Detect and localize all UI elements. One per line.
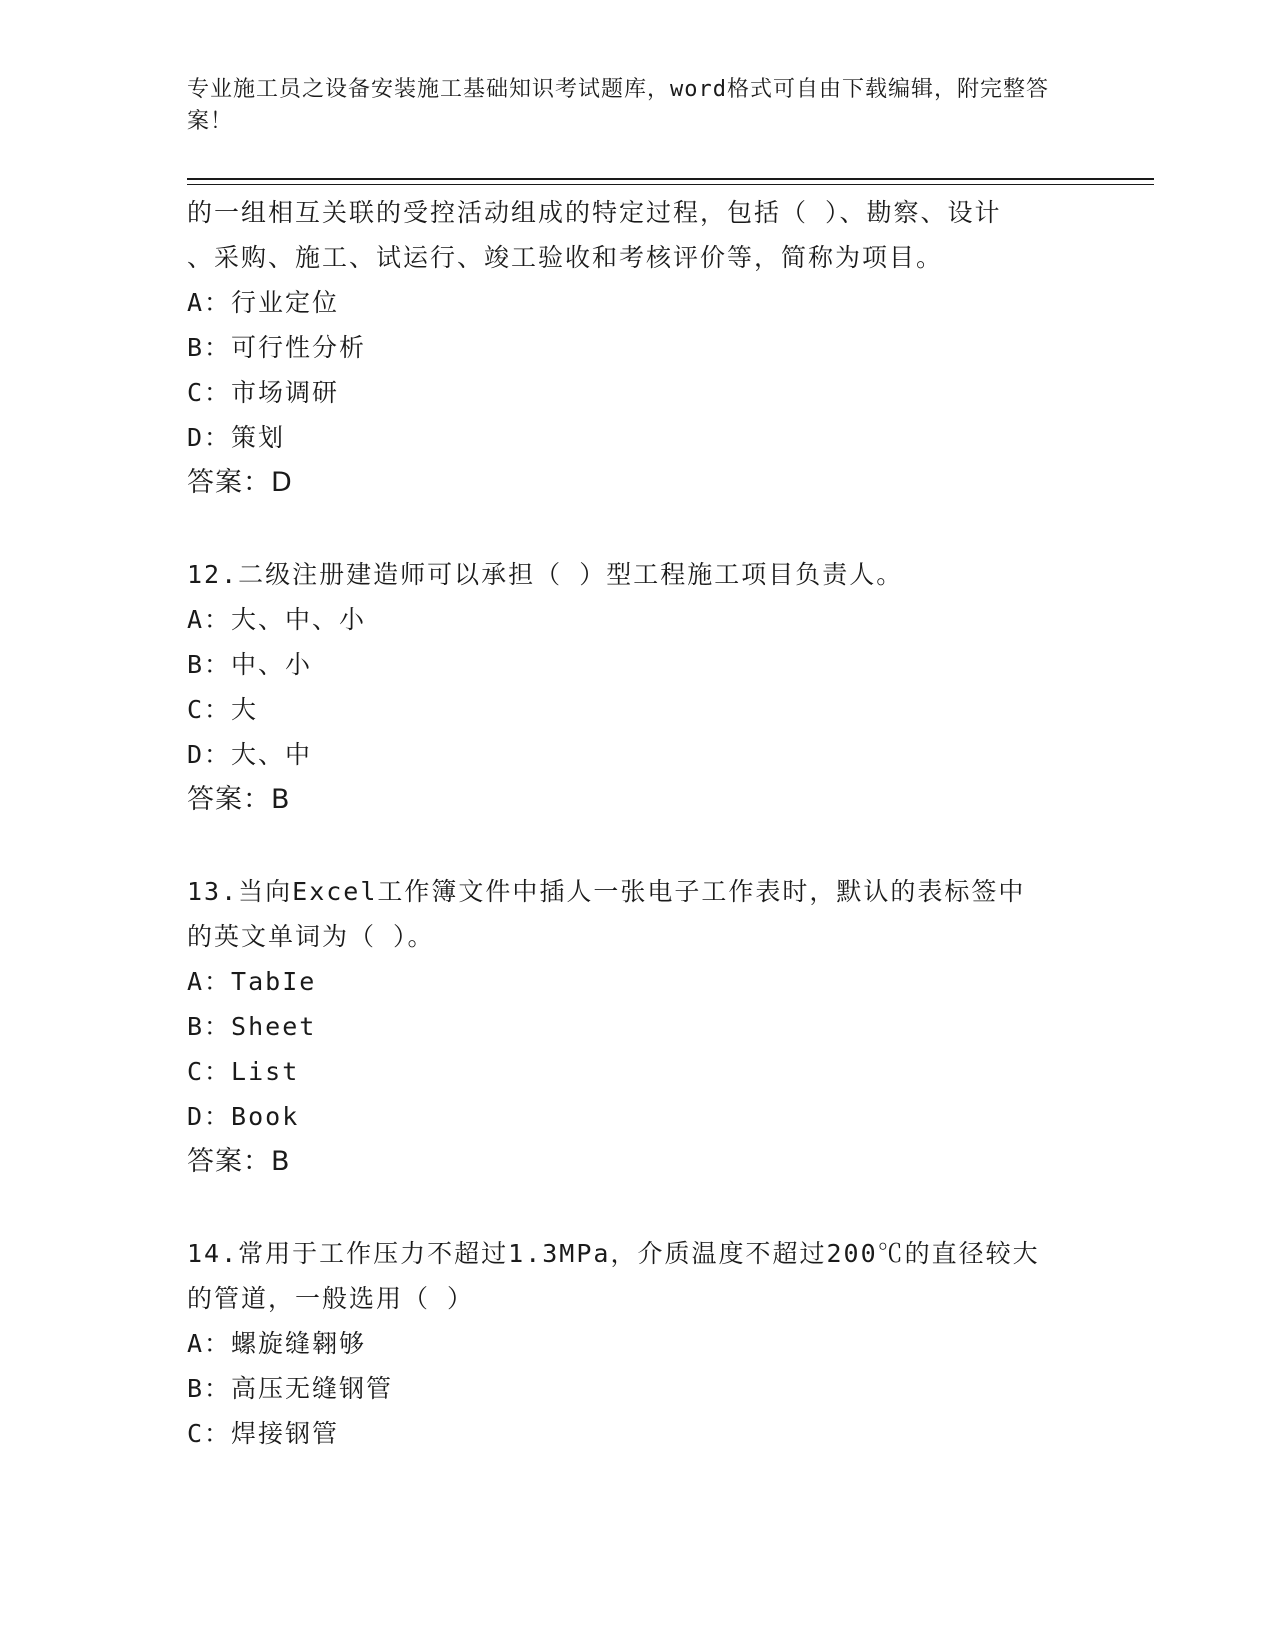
spacer bbox=[187, 822, 1087, 869]
spacer bbox=[187, 1184, 1087, 1231]
question-11 bbox=[187, 190, 1087, 505]
question-stem: 13.当向Excel工作簿文件中插人一张电子工作表时，默认的表标签中 bbox=[187, 877, 1026, 906]
document-header: 专业施工员之设备安装施工基础知识考试题库，word格式可自由下载编辑，附完整答案！ bbox=[187, 77, 1049, 134]
option-b: B：Sheet bbox=[187, 1012, 317, 1041]
question-stem: 12.二级注册建造师可以承担（ ）型工程施工项目负责人。 bbox=[187, 560, 904, 589]
question-13 bbox=[187, 869, 1087, 1184]
option-a: A：TabIe bbox=[187, 967, 317, 996]
option-c: C：大 bbox=[187, 695, 259, 724]
answer-label: 答案：B bbox=[187, 784, 291, 815]
option-c: C：List bbox=[187, 1057, 300, 1086]
question-stem: 的管道，一般选用（ ） bbox=[187, 1284, 475, 1313]
question-14 bbox=[187, 1231, 1087, 1456]
header-divider-thin bbox=[187, 184, 1154, 185]
option-d: D：策划 bbox=[187, 423, 286, 452]
option-a: A：大、中、小 bbox=[187, 605, 367, 634]
option-d: D：Book bbox=[187, 1102, 300, 1131]
answer-label: 答案：B bbox=[187, 1146, 291, 1177]
question-list bbox=[187, 190, 1087, 1456]
option-b: B：中、小 bbox=[187, 650, 313, 679]
question-stem: 的一组相互关联的受控活动组成的特定过程，包括（ ）、勘察、设计 bbox=[187, 198, 1002, 227]
question-12 bbox=[187, 552, 1087, 822]
option-b: B：高压无缝钢管 bbox=[187, 1374, 394, 1403]
option-b: B：可行性分析 bbox=[187, 333, 367, 362]
option-a: A：行业定位 bbox=[187, 288, 340, 317]
question-stem: 14.常用于工作压力不超过1.3MPa，介质温度不超过200℃的直径较大 bbox=[187, 1239, 1040, 1268]
option-c: C：市场调研 bbox=[187, 378, 340, 407]
answer-label: 答案：D bbox=[187, 467, 293, 498]
option-d: D：大、中 bbox=[187, 740, 313, 769]
question-stem: 、采购、施工、试运行、竣工验收和考核评价等，简称为项目。 bbox=[187, 243, 944, 272]
option-a: A：螺旋缝翱够 bbox=[187, 1329, 367, 1358]
option-c: C：焊接钢管 bbox=[187, 1419, 340, 1448]
spacer bbox=[187, 505, 1087, 552]
header-divider-thick bbox=[187, 178, 1154, 180]
question-stem: 的英文单词为（ ）。 bbox=[187, 922, 435, 951]
